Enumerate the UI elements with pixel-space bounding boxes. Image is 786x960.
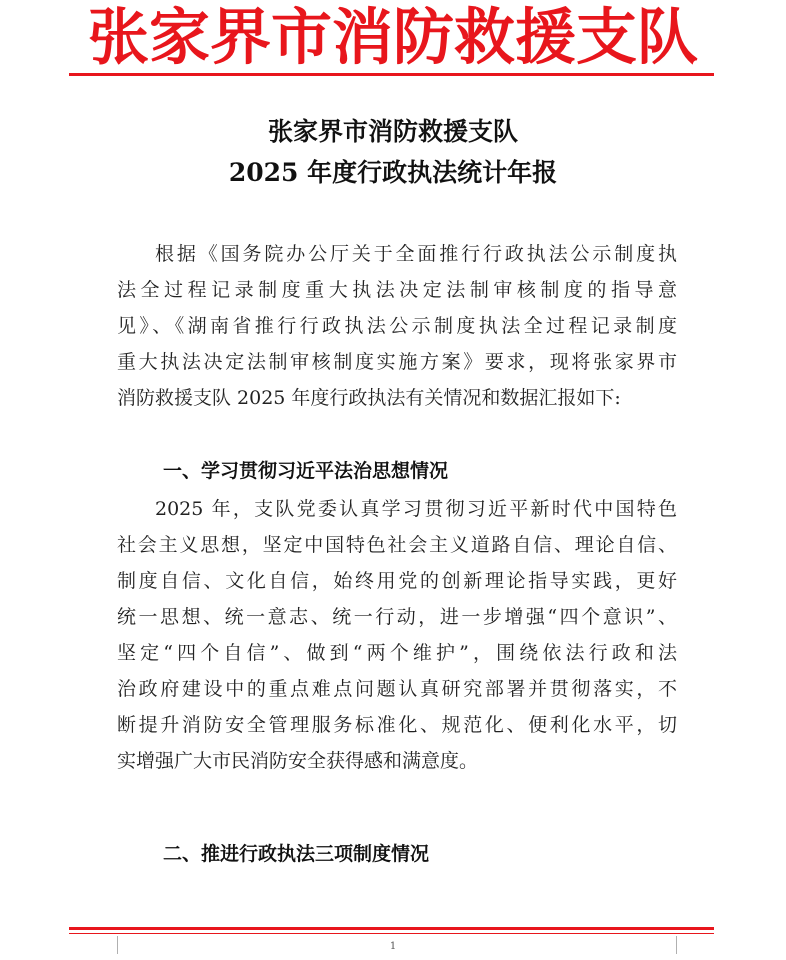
paragraph-line: 实增强广大市民消防安全获得感和满意度。 <box>117 750 479 772</box>
paragraph-line: 重大执法决定法制审核制度实施方案》要求，现将张家界市 <box>117 351 677 373</box>
paragraph-line: 见》、《湖南省推行行政执法公示制度执法全过程记录制度 <box>117 315 677 337</box>
paragraph-line: 根据《国务院办公厅关于全面推行行政执法公示制度执 <box>155 243 677 265</box>
section-2-heading: 二、推进行政执法三项制度情况 <box>163 843 430 865</box>
paragraph-line: 断提升消防安全管理服务标准化、规范化、便利化水平，切 <box>117 714 677 736</box>
paragraph-line: 制度自信、文化自信，始终用党的创新理论指导实践，更好 <box>117 570 677 592</box>
paragraph-line: 2025 年，支队党委认真学习贯彻习近平新时代中国特色 <box>155 498 677 520</box>
section-1-paragraph <box>117 491 677 779</box>
masthead-title: 张家界市消防救援支队 <box>87 2 698 73</box>
paragraph-line: 社会主义思想，坚定中国特色社会主义道路自信、理论自信、 <box>117 534 677 556</box>
section-1-heading: 一、学习贯彻习近平法治思想情况 <box>163 460 449 482</box>
document-title-line-1: 张家界市消防救援支队 <box>267 117 518 146</box>
masthead-red-rule <box>69 73 714 76</box>
paragraph-line: 治政府建设中的重点难点问题认真研究部署并贯彻落实，不 <box>117 678 677 700</box>
footer-thin-red-rule <box>69 933 714 934</box>
page-number: 1 <box>389 941 397 952</box>
paragraph-line: 统一思想、统一意志、统一行动，进一步增强“四个意识”、 <box>117 606 677 628</box>
paragraph-line: 坚定“四个自信”、做到“两个维护”，围绕依法行政和法 <box>117 642 677 664</box>
paragraph-line: 消防救援支队 2025 年度行政执法有关情况和数据汇报如下: <box>117 387 621 409</box>
paragraph-line: 法全过程记录制度重大执法决定法制审核制度的指导意 <box>117 279 677 301</box>
intro-paragraph <box>117 236 677 416</box>
footer-red-rule <box>69 927 714 930</box>
document-title-line-2: 2025 年度行政执法统计年报 <box>228 158 558 187</box>
